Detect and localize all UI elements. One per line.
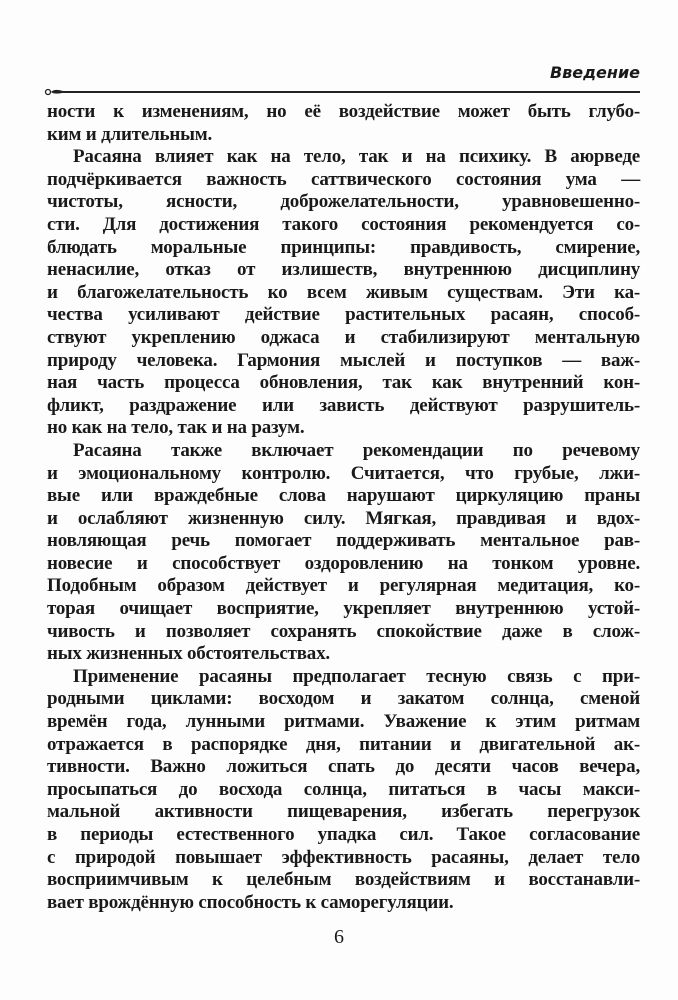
paragraph [47, 101, 640, 146]
text-line: и благожелательность ко всем живым существам. Эти ка- [47, 281, 640, 303]
text-line: тивности. Важно ложиться спать до десяти часов вечера, [47, 756, 640, 778]
text-line: ных жизненных обстоятельствах. [47, 643, 330, 665]
text-line: мальной активности пищеварения, избегать перегрузок [47, 801, 640, 823]
text-line: фликт, раздражение или зависть действуют разрушитель- [47, 394, 640, 416]
text-line: просыпаться до восхода солнца, питаться в часы макси- [47, 778, 640, 800]
text-line: родными циклами: восходом и закатом солнца, сменой [47, 688, 640, 710]
text-line: ная часть процесса обновления, так как внутренний кон- [47, 372, 640, 394]
text-line: ким и длительным. [47, 123, 213, 145]
text-line: подчёркивается важность саттвического состояния ума — [47, 168, 640, 190]
text-line: времён года, лунными ритмами. Уважение к этим ритмам [47, 711, 640, 733]
text-line: и эмоциональному контролю. Считается, что грубые, лжи- [47, 462, 640, 484]
text-line: новесие и способствует оздоровлению на тонком уровне. [47, 552, 640, 574]
text-line: чистоты, ясности, доброжелательности, уравновешенно- [47, 191, 640, 213]
text-line: с природой повышает эффективность расаяны, делает тело [47, 846, 640, 868]
text-line: и ослабляют жизненную силу. Мягкая, правдивая и вдох- [47, 507, 640, 529]
text-line: Расаяна также включает рекомендации по речевому [73, 439, 640, 461]
page-number: 6 [334, 926, 344, 948]
text-line: Применение расаяны предполагает тесную связь с при- [73, 665, 640, 687]
paragraph [47, 146, 640, 440]
text-line: вые или враждебные слова нарушают циркуляцию праны [47, 485, 640, 507]
running-header: Введение [549, 63, 640, 82]
paragraph [47, 666, 640, 915]
text-line: отражается в распорядке дня, питании и двигательной ак- [47, 733, 640, 755]
text-line: Подобным образом действует и регулярная медитация, ко- [47, 575, 640, 597]
text-line: восприимчивым к целебным воздействиям и восстанавли- [47, 869, 640, 891]
text-line: природу человека. Гармония мыслей и поступков — важ- [47, 349, 640, 371]
text-line: чивость и позволяет сохранять спокойствие даже в слож- [47, 620, 640, 642]
text-line: ствуют укреплению оджаса и стабилизируют ментальную [47, 326, 640, 348]
text-line: блюдать моральные принципы: правдивость, смирение, [47, 236, 640, 258]
text-line: чества усиливают действие растительных расаян, способ- [47, 304, 640, 326]
text-line: вает врождённую способность к саморегуляции. [47, 891, 454, 913]
text-line: в периоды естественного упадка сил. Такое согласование [47, 824, 640, 845]
header-rule [62, 91, 640, 93]
text-line: Расаяна влияет как на тело, так и на психику. В аюрведе [73, 146, 640, 168]
text-line: ненасилие, отказ от излишеств, внутреннюю дисциплину [47, 259, 640, 281]
paragraph [47, 440, 640, 666]
text-line: сти. Для достижения такого состояния рекомендуется со- [47, 213, 640, 235]
body-text [47, 101, 640, 914]
text-line: но как на тело, так и на разум. [47, 417, 305, 439]
text-line: новляющая речь помогает поддерживать ментальное рав- [47, 530, 640, 552]
header-ornament-icon [44, 85, 64, 97]
text-line: торая очищает восприятие, укрепляет внутреннюю устой- [47, 598, 640, 620]
text-line: ности к изменениям, но её воздействие может быть глубо- [47, 101, 640, 122]
